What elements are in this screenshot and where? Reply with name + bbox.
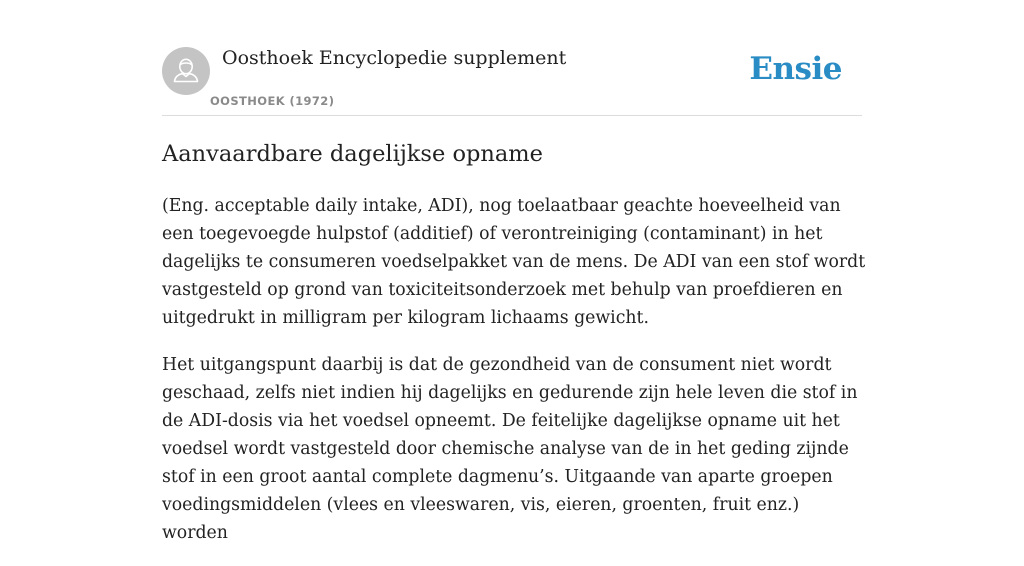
paragraph: (Eng. acceptable daily intake, ADI), nog toelaatbaar geachte hoeveelheid van een toegevoegde hulpstof (additief) of verontreiniging (contaminant) in het dagelijks te consumeren voedselpakket van de mens. De ADI van een stof wordt vastgesteld op grond van toxiciteitsonderzoek met behulp van proefdieren en uitgedrukt in milligram per kilogram lichaams gewicht. (162, 196, 866, 328)
article-page (162, 0, 866, 543)
avatar[interactable] (162, 47, 210, 95)
publisher-label: OOSTHOEK (1972) (210, 94, 335, 108)
ensie-logo[interactable]: Ensie (749, 51, 842, 87)
paragraph: Het uitgangspunt daarbij is dat de gezondheid van de consument niet wordt geschaad, zelfs niet indien hij dagelijks en gedurende zijn hele leven die stof in de ADI-dosis via het voedsel opneemt. De feitelijke dagelijkse opname uit het voedsel wordt vastgesteld door chemische analyse van de in het geding zijnde stof in een groot aantal complete dagmenu’s. Uitgaande van aparte groepen voedingsmiddelen (vlees en vleeswaren, vis, eieren, groenten, fruit enz.) worden (162, 355, 858, 543)
article-title: Aanvaardbare dagelijkse opname (162, 141, 543, 167)
source-header (162, 0, 862, 116)
user-outline-icon (162, 47, 210, 95)
article-body (162, 192, 866, 566)
source-title[interactable]: Oosthoek Encyclopedie supplement (222, 47, 567, 69)
